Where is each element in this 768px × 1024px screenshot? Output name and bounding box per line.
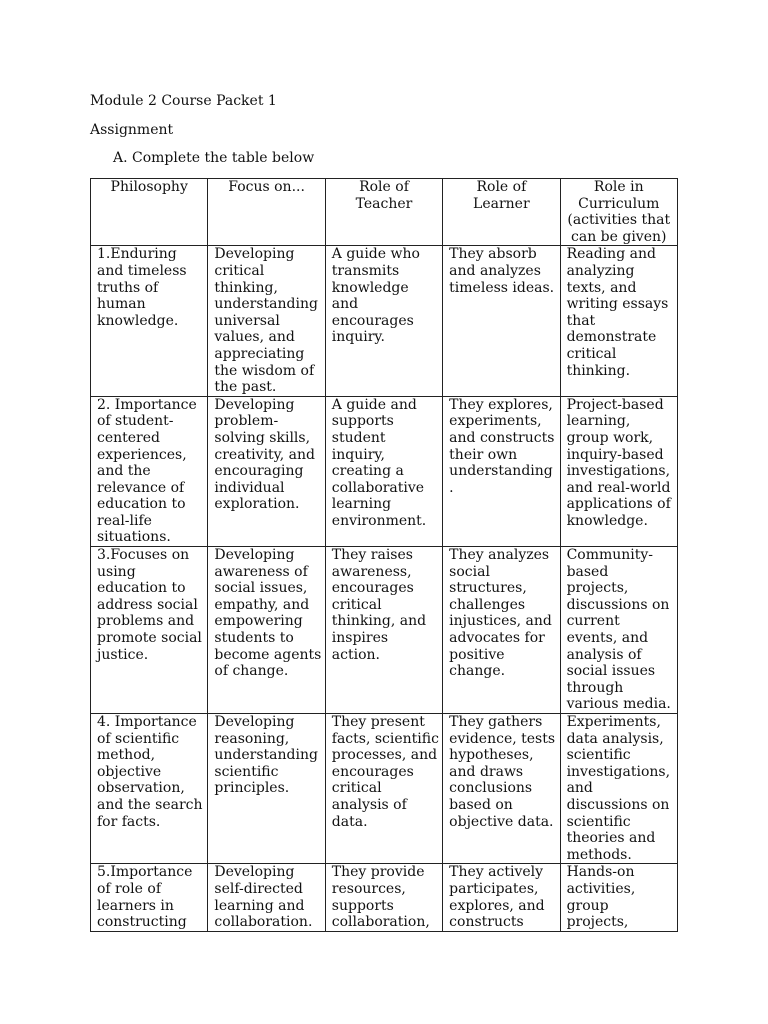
header-role-of-teacher: Role of Teacher	[325, 179, 442, 246]
cell-learner: They explores, experiments, and constructs their own understanding .	[443, 396, 560, 546]
cell-teacher: They raises awareness, encourages critical thinking, and inspires action.	[325, 547, 442, 714]
cell-curriculum: Reading and analyzing texts, and writing essays that demonstrate critical thinking.	[560, 246, 677, 396]
header-role-in-curriculum: Role in Curriculum (activities that can be given)	[560, 179, 677, 246]
cell-teacher: A guide and supports student inquiry, creating a collaborative learning environment.	[325, 396, 442, 546]
cell-philosophy: 4. Importance of scientific method, objective observation, and the search for facts.	[91, 714, 208, 864]
cell-teacher: They provide resources, supports collaboration,	[325, 864, 442, 931]
cell-focus: Developing awareness of social issues, empathy, and empowering students to become agents of change.	[208, 547, 325, 714]
cell-curriculum: Experiments, data analysis, scientific investigations, and discussions on scientific theories and methods.	[560, 714, 677, 864]
cell-philosophy: 5.Importance of role of learners in constructing	[91, 864, 208, 931]
cell-philosophy: 1.Enduring and timeless truths of human knowledge.	[91, 246, 208, 396]
table-row	[91, 547, 678, 714]
header-role-of-learner: Role of Learner	[443, 179, 560, 246]
cell-teacher: A guide who transmits knowledge and encourages inquiry.	[325, 246, 442, 396]
table-row	[91, 246, 678, 396]
cell-curriculum: Hands-on activities, group projects,	[560, 864, 677, 931]
philosophy-table	[90, 178, 678, 932]
header-philosophy: Philosophy	[91, 179, 208, 246]
table-row	[91, 864, 678, 931]
table-row	[91, 714, 678, 864]
table-row	[91, 396, 678, 546]
cell-learner: They analyzes social structures, challenges injustices, and advocates for positive change.	[443, 547, 560, 714]
table-header-row	[91, 179, 678, 246]
cell-curriculum: Project-based learning, group work, inquiry-based investigations, and real-world applications of knowledge.	[560, 396, 677, 546]
cell-focus: Developing reasoning, understanding scientific principles.	[208, 714, 325, 864]
cell-learner: They gathers evidence, tests hypotheses, and draws conclusions based on objective data.	[443, 714, 560, 864]
cell-focus: Developing self-directed learning and collaboration.	[208, 864, 325, 931]
document-title: Module 2 Course Packet 1	[90, 93, 277, 109]
cell-philosophy: 3.Focuses on using education to address social problems and promote social justice.	[91, 547, 208, 714]
header-focus: Focus on...	[208, 179, 325, 246]
cell-learner: They absorb and analyzes timeless ideas.	[443, 246, 560, 396]
cell-teacher: They present facts, scientific processes, and encourages critical analysis of data.	[325, 714, 442, 864]
instruction-text: A. Complete the table below	[113, 150, 315, 166]
cell-learner: They actively participates, explores, and constructs	[443, 864, 560, 931]
cell-philosophy: 2. Importance of student-centered experiences, and the relevance of education to real-life situations.	[91, 396, 208, 546]
cell-focus: Developing problem-solving skills, creativity, and encouraging individual exploration.	[208, 396, 325, 546]
cell-curriculum: Community-based projects, discussions on current events, and analysis of social issues through various media.	[560, 547, 677, 714]
cell-focus: Developing critical thinking, understanding universal values, and appreciating the wisdom of the past.	[208, 246, 325, 396]
section-heading: Assignment	[90, 122, 174, 138]
